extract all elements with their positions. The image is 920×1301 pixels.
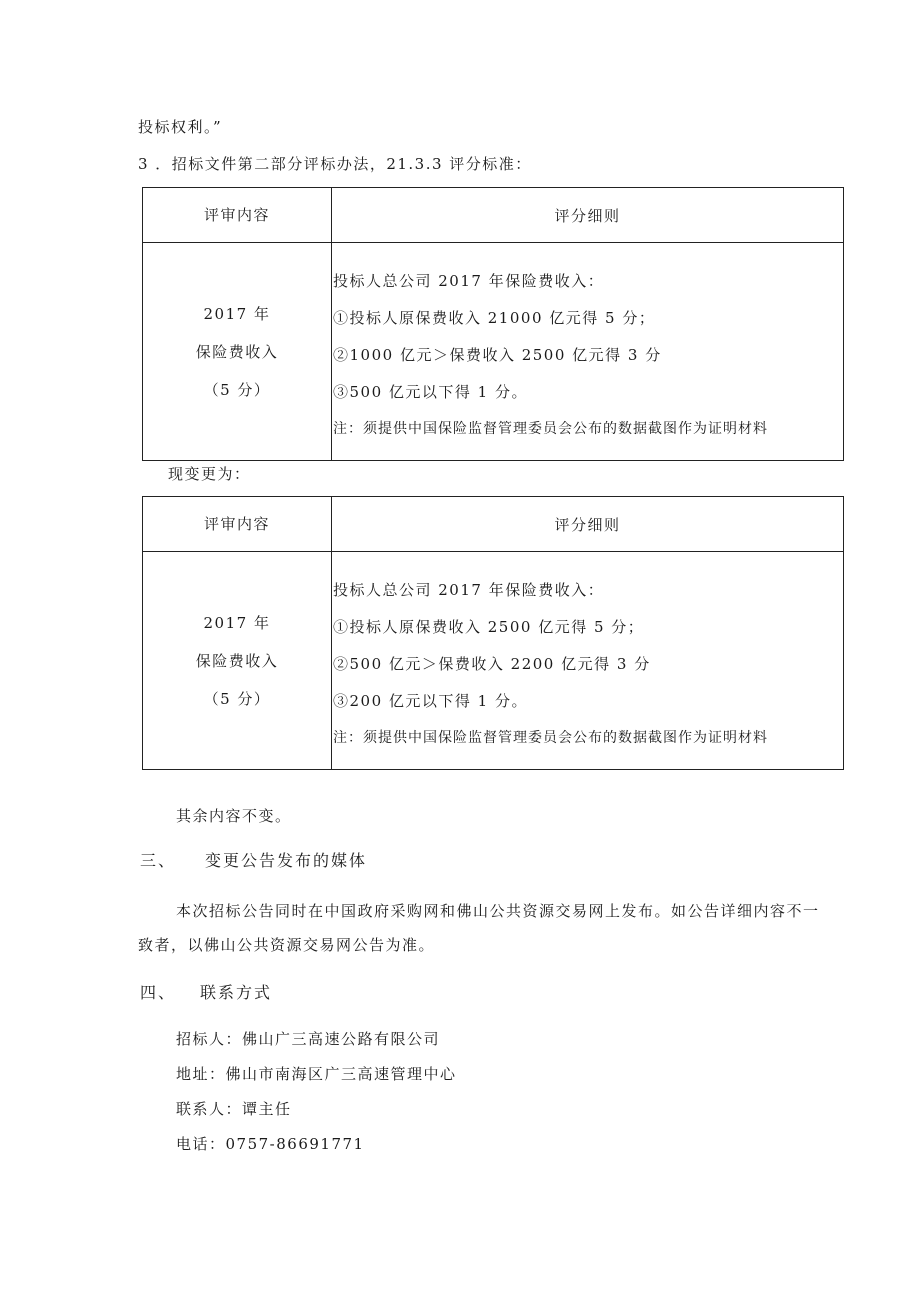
section-3-paragraph-line-2: 致者，以佛山公共资源交易网公告为准。 xyxy=(138,936,436,954)
rule-1: ①投标人原保费收入 2500 亿元得 5 分； xyxy=(333,618,645,636)
contact-person: 联系人：谭主任 xyxy=(176,1100,292,1118)
criterion-name: 保险费收入 xyxy=(195,651,279,670)
change-label: 现变更为： xyxy=(168,465,251,483)
rule-intro: 投标人总公司 2017 年保险费收入： xyxy=(333,272,605,290)
scoring-table-original xyxy=(142,187,844,461)
table-row xyxy=(143,243,844,461)
rule-note: 注：须提供中国保险监督管理委员会公布的数据截图作为证明材料 xyxy=(333,421,768,437)
intro-line-2: 3 ．招标文件第二部分评标办法，21.3.3 评分标准： xyxy=(138,155,532,173)
rule-3: ③200 亿元以下得 1 分。 xyxy=(333,692,528,710)
criterion-year: 2017 年 xyxy=(203,613,271,632)
contact-phone: 电话：0757-86691771 xyxy=(176,1135,365,1153)
intro-line-1: 投标权利。” xyxy=(138,118,223,136)
criterion-points: （5 分） xyxy=(203,380,271,399)
table-row xyxy=(143,552,844,770)
contact-tenderer: 招标人：佛山广三高速公路有限公司 xyxy=(176,1030,441,1048)
header-review-content: 评审内容 xyxy=(143,497,332,552)
rule-intro: 投标人总公司 2017 年保险费收入： xyxy=(333,581,605,599)
table-header-row xyxy=(143,188,844,243)
criterion-cell xyxy=(143,243,332,461)
criterion-year: 2017 年 xyxy=(203,304,271,323)
rule-1: ①投标人原保费收入 21000 亿元得 5 分； xyxy=(333,309,656,327)
rule-2: ②1000 亿元＞保费收入 2500 亿元得 3 分 xyxy=(333,346,662,364)
section-4-title: 联系方式 xyxy=(200,983,273,1002)
rule-3: ③500 亿元以下得 1 分。 xyxy=(333,383,528,401)
section-3-number: 三、 xyxy=(140,851,177,870)
header-scoring-rules: 评分细则 xyxy=(332,188,844,243)
table-header-row xyxy=(143,497,844,552)
criterion-name: 保险费收入 xyxy=(195,342,279,361)
rules-cell xyxy=(332,243,844,461)
rule-2: ②500 亿元＞保费收入 2200 亿元得 3 分 xyxy=(333,655,651,673)
remainder-note: 其余内容不变。 xyxy=(176,807,292,825)
header-review-content: 评审内容 xyxy=(143,188,332,243)
scoring-table-revised xyxy=(142,496,844,770)
criterion-points: （5 分） xyxy=(203,689,271,708)
contact-address: 地址：佛山市南海区广三高速管理中心 xyxy=(176,1065,457,1083)
rule-note: 注：须提供中国保险监督管理委员会公布的数据截图作为证明材料 xyxy=(333,730,768,746)
rules-cell xyxy=(332,552,844,770)
section-3-paragraph-line-1: 本次招标公告同时在中国政府采购网和佛山公共资源交易网上发布。如公告详细内容不一 xyxy=(176,902,820,920)
section-3-title: 变更公告发布的媒体 xyxy=(205,851,368,870)
section-4-number: 四、 xyxy=(140,983,177,1002)
header-scoring-rules: 评分细则 xyxy=(332,497,844,552)
criterion-cell xyxy=(143,552,332,770)
